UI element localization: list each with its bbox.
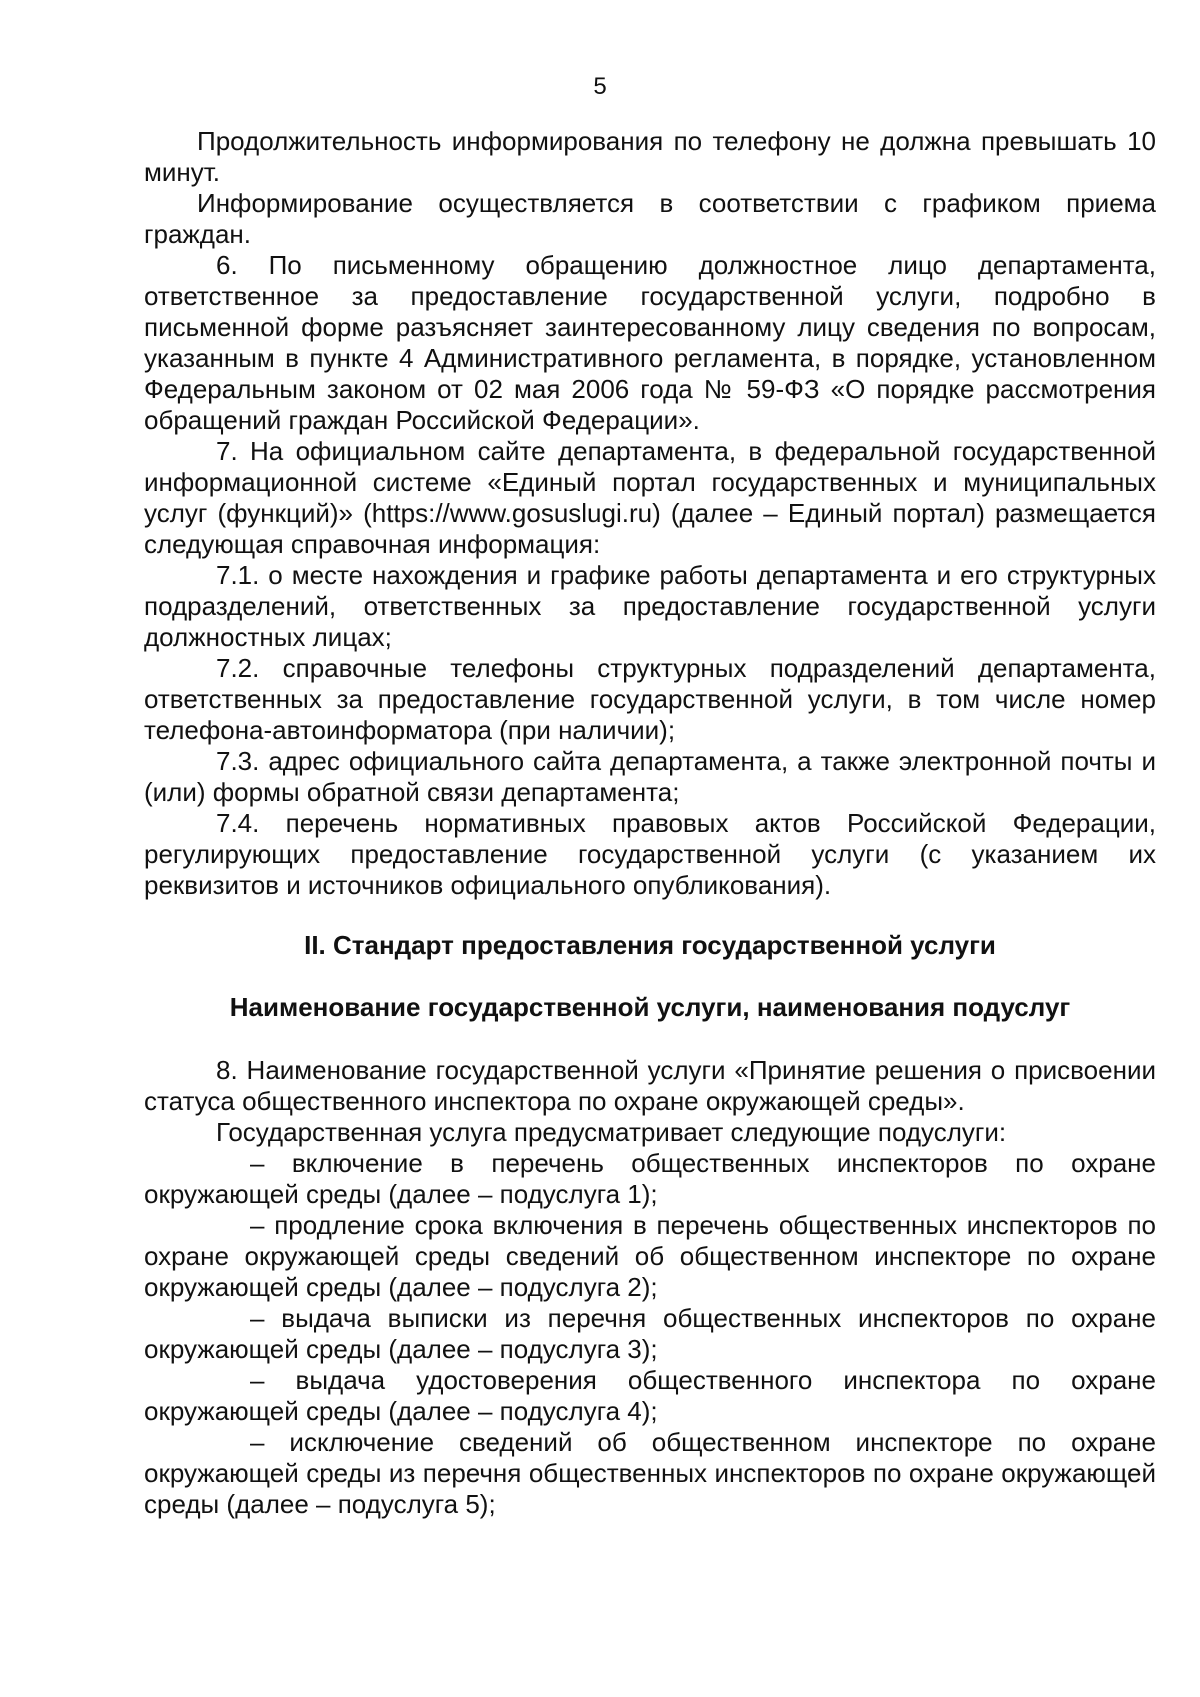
page-number: 5 bbox=[593, 73, 607, 100]
document-body bbox=[144, 126, 1156, 1520]
paragraph-item-8: 8. Наименование государственной услуги «Принятие решения о присвоении статуса общественного инспектора по охране окружающей среды». bbox=[144, 1055, 1156, 1116]
list-item-subservice-2: – продление срока включения в перечень общественных инспекторов по охране окружающей среды сведений об общественном инспекторе по охране окружающей среды (далее – подуслуга 2); bbox=[144, 1210, 1156, 1302]
list-item-subservice-1: – включение в перечень общественных инспекторов по охране окружающей среды (далее – подуслуга 1); bbox=[144, 1148, 1156, 1209]
paragraph-item-7-2: 7.2. справочные телефоны структурных подразделений департамента, ответственных за предоставление государственной услуги, в том числе номер телефона-автоинформатора (при наличии); bbox=[144, 653, 1156, 745]
paragraph-subservices-intro: Государственная услуга предусматривает следующие подуслуги: bbox=[216, 1117, 1007, 1147]
paragraph-item-7: 7. На официальном сайте департамента, в федеральной государственной информационной системе «Единый портал государственных и муниципальных услуг (функций)» (https://www.gosuslugi.ru) (далее – Единый портал) размещается следующая справочная информация: bbox=[144, 436, 1156, 559]
paragraph-schedule: Информирование осуществляется в соответствии с графиком приема граждан. bbox=[144, 188, 1156, 249]
list-item-subservice-5: – исключение сведений об общественном инспекторе по охране окружающей среды из перечня общественных инспекторов по охране окружающей среды (далее – подуслуга 5); bbox=[144, 1427, 1156, 1519]
paragraph-item-7-1: 7.1. о месте нахождения и графике работы департамента и его структурных подразделений, ответственных за предоставление государственной услуги должностных лицах; bbox=[144, 560, 1156, 652]
paragraph-item-7-4: 7.4. перечень нормативных правовых актов Российской Федерации, регулирующих предоставление государственной услуги (с указанием их реквизитов и источников официального опубликования). bbox=[144, 808, 1156, 900]
paragraph-item-6: 6. По письменному обращению должностное лицо департамента, ответственное за предоставление государственной услуги, подробно в письменной форме разъясняет заинтересованному лицу сведения по вопросам, указанным в пункте 4 Административного регламента, в порядке, установленном Федеральным законом от 02 мая 2006 года № 59-ФЗ «О порядке рассмотрения обращений граждан Российской Федерации». bbox=[144, 250, 1156, 435]
subsection-heading: Наименование государственной услуги, наименования подуслуг bbox=[229, 992, 1071, 1022]
list-item-subservice-4: – выдача удостоверения общественного инспектора по охране окружающей среды (далее – подуслуга 4); bbox=[144, 1365, 1156, 1426]
list-item-subservice-3: – выдача выписки из перечня общественных инспекторов по охране окружающей среды (далее – подуслуга 3); bbox=[144, 1303, 1156, 1364]
paragraph-phone-duration: Продолжительность информирования по телефону не должна превышать 10 минут. bbox=[144, 126, 1156, 187]
section-heading: II. Стандарт предоставления государственной услуги bbox=[304, 930, 996, 960]
paragraph-item-7-3: 7.3. адрес официального сайта департамента, а также электронной почты и (или) формы обратной связи департамента; bbox=[144, 746, 1156, 807]
